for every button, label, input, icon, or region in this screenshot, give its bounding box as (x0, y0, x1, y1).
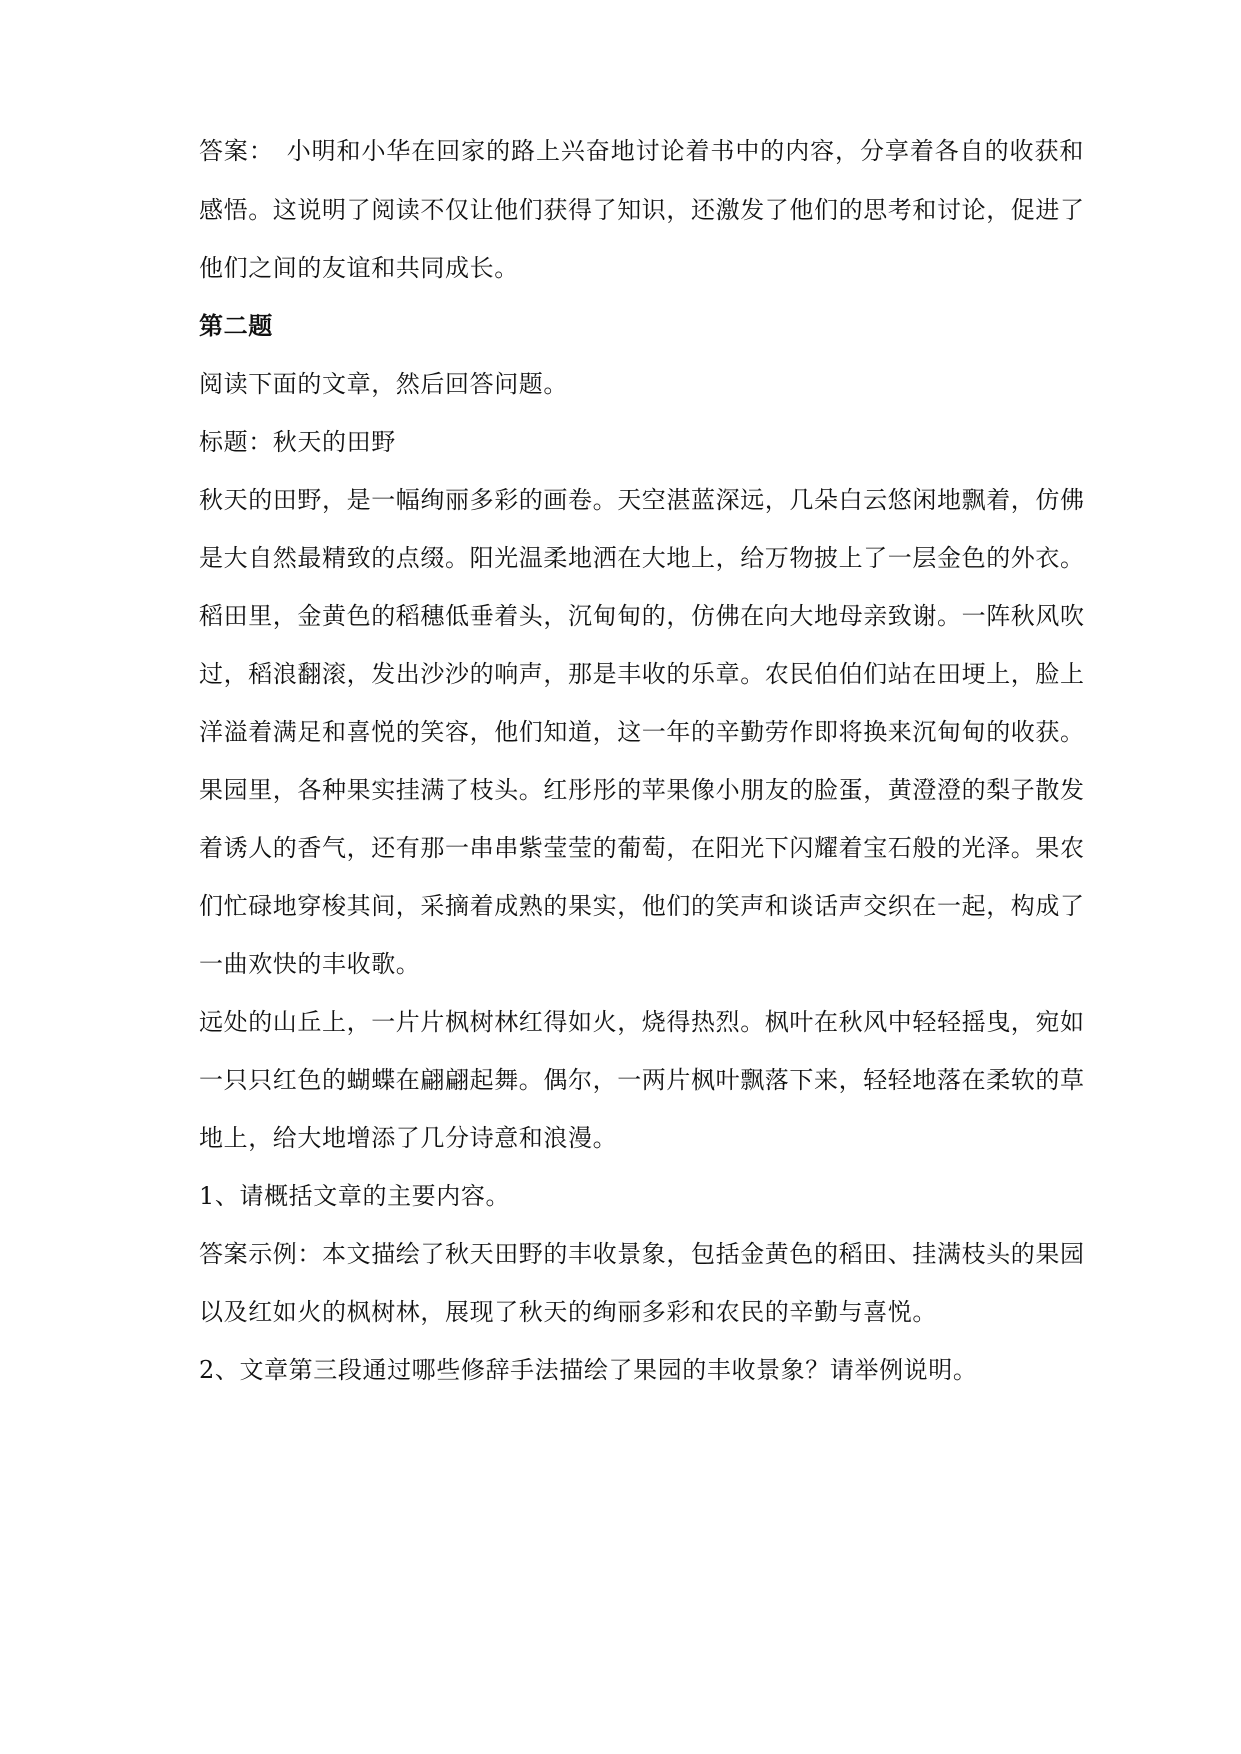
question-1-answer-line-2: 以及红如火的枫树林，展现了秋天的绚丽多彩和农民的辛勤与喜悦。 (199, 1298, 937, 1326)
section-heading: 第二题 (199, 312, 273, 340)
answer-line-1: 答案： 小明和小华在回家的路上兴奋地讨论着书中的内容，分享着各自的收获和 (199, 137, 1084, 165)
article-line: 过，稻浪翻滚，发出沙沙的响声，那是丰收的乐章。农民伯伯们站在田埂上，脸上 (199, 660, 1085, 688)
article-line: 一曲欢快的丰收歌。 (199, 950, 421, 978)
article-title: 标题：秋天的田野 (199, 428, 396, 456)
instruction: 阅读下面的文章，然后回答问题。 (199, 370, 568, 398)
answer-line-3: 他们之间的友谊和共同成长。 (199, 254, 519, 282)
answer-line-2: 感悟。这说明了阅读不仅让他们获得了知识，还激发了他们的思考和讨论，促进了 (199, 196, 1085, 224)
article-line: 果园里，各种果实挂满了枝头。红彤彤的苹果像小朋友的脸蛋，黄澄澄的梨子散发 (199, 776, 1085, 804)
article-line: 洋溢着满足和喜悦的笑容，他们知道，这一年的辛勤劳作即将换来沉甸甸的收获。 (199, 718, 1085, 746)
question-1-answer-line-1: 答案示例：本文描绘了秋天田野的丰收景象，包括金黄色的稻田、挂满枝头的果园 (199, 1240, 1085, 1268)
article-line: 远处的山丘上，一片片枫树林红得如火，烧得热烈。枫叶在秋风中轻轻摇曳，宛如 (199, 1008, 1085, 1036)
question-1-prompt: 1、请概括文章的主要内容。 (199, 1182, 511, 1210)
article-line: 一只只红色的蝴蝶在翩翩起舞。偶尔，一两片枫叶飘落下来，轻轻地落在柔软的草 (199, 1066, 1085, 1094)
question-2-prompt: 2、文章第三段通过哪些修辞手法描绘了果园的丰收景象？请举例说明。 (199, 1356, 978, 1384)
article-line: 是大自然最精致的点缀。阳光温柔地洒在大地上，给万物披上了一层金色的外衣。 (199, 544, 1085, 572)
article-line: 秋天的田野，是一幅绚丽多彩的画卷。天空湛蓝深远，几朵白云悠闲地飘着，仿佛 (199, 486, 1085, 514)
article-line: 着诱人的香气，还有那一串串紫莹莹的葡萄，在阳光下闪耀着宝石般的光泽。果农 (199, 834, 1085, 862)
article-line: 地上，给大地增添了几分诗意和浪漫。 (199, 1124, 618, 1152)
article-line: 稻田里，金黄色的稻穗低垂着头，沉甸甸的，仿佛在向大地母亲致谢。一阵秋风吹 (199, 602, 1085, 630)
article-line: 们忙碌地穿梭其间，采摘着成熟的果实，他们的笑声和谈话声交织在一起，构成了 (199, 892, 1085, 920)
